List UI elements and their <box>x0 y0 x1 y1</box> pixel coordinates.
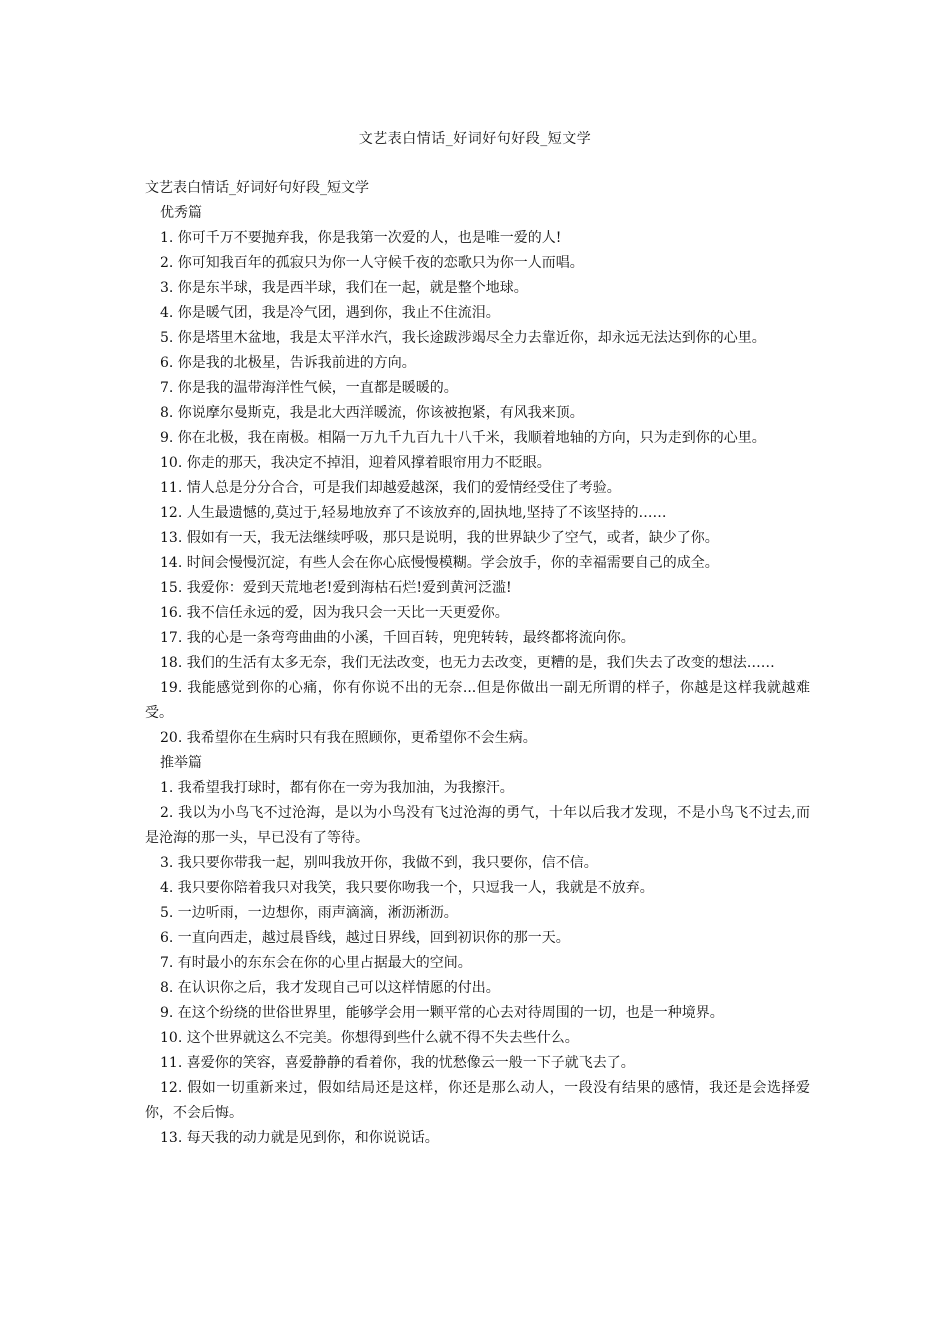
list-item: 7. 有时最小的东东会在你的心里占据最大的空间。 <box>160 955 472 971</box>
list-item: 13. 假如有一天，我无法继续呼吸，那只是说明，我的世界缺少了空气，或者，缺少了你。 <box>160 530 719 546</box>
list-item: 8. 你说摩尔曼斯克，我是北大西洋暖流，你该被抱紧，有风我来顶。 <box>160 405 584 421</box>
page-title: 文艺表白情话_好词好句好段_短文学 <box>358 131 592 147</box>
list-item: 5. 一边听雨，一边想你，雨声滴滴，淅沥淅沥。 <box>160 905 458 921</box>
list-item: 13. 每天我的动力就是见到你，和你说说话。 <box>160 1130 439 1146</box>
list-item: 3. 你是东半球，我是西半球，我们在一起，就是整个地球。 <box>160 280 528 296</box>
list-item: 12. 人生最遗憾的,莫过于,轻易地放弃了不该放弃的,固执地,坚持了不该坚持的…… <box>160 505 667 521</box>
list-item: 2. 我以为小鸟飞不过沧海，是以为小鸟没有飞过沧海的勇气，十年以后我才发现，不是小鸟飞不过去,而是沧海的那一头，早已没有了等待。 <box>145 805 810 846</box>
list-item: 5. 你是塔里木盆地，我是太平洋水汽，我长途跋涉竭尽全力去靠近你，却永远无法达到你的心里。 <box>160 330 766 346</box>
list-item: 19. 我能感觉到你的心痛，你有你说不出的无奈...但是你做出一副无所谓的样子，你越是这样我就越难受。 <box>145 680 810 721</box>
section-heading: 优秀篇 <box>160 205 202 221</box>
list-item: 4. 你是暖气团，我是冷气团，遇到你，我止不住流泪。 <box>160 305 500 321</box>
list-item: 1. 你可千万不要抛弃我，你是我第一次爱的人，也是唯一爱的人! <box>160 230 562 246</box>
list-item: 1. 我希望我打球时，都有你在一旁为我加油，为我擦汗。 <box>160 780 514 796</box>
list-item: 6. 一直向西走，越过晨昏线，越过日界线，回到初识你的那一天。 <box>160 930 570 946</box>
list-item: 17. 我的心是一条弯弯曲曲的小溪，千回百转，兜兜转转，最终都将流向你。 <box>160 630 635 646</box>
list-item: 3. 我只要你带我一起，别叫我放开你，我做不到，我只要你，信不信。 <box>160 855 598 871</box>
list-item: 7. 你是我的温带海洋性气候，一直都是暖暖的。 <box>160 380 458 396</box>
list-item: 18. 我们的生活有太多无奈，我们无法改变，也无力去改变，更糟的是，我们失去了改变的想法…… <box>160 655 775 671</box>
list-item: 9. 你在北极，我在南极。相隔一万九千九百九十八千米，我顺着地轴的方向，只为走到你的心里。 <box>160 430 766 446</box>
list-item: 11. 情人总是分分合合，可是我们却越爱越深，我们的爱情经受住了考验。 <box>160 480 621 496</box>
article-subtitle: 文艺表白情话_好词好句好段_短文学 <box>145 180 369 196</box>
list-item: 15. 我爱你：爱到天荒地老!爱到海枯石烂!爱到黄河泛滥! <box>160 580 512 596</box>
list-item: 8. 在认识你之后，我才发现自己可以这样情愿的付出。 <box>160 980 500 996</box>
list-item: 10. 这个世界就这么不完美。你想得到些什么就不得不失去些什么。 <box>160 1030 579 1046</box>
list-item: 16. 我不信任永远的爱，因为我只会一天比一天更爱你。 <box>160 605 509 621</box>
list-item: 9. 在这个纷绕的世俗世界里，能够学会用一颗平常的心去对待周围的一切，也是一种境界。 <box>160 1005 724 1021</box>
list-item: 11. 喜爱你的笑容，喜爱静静的看着你，我的忧愁像云一般一下子就飞去了。 <box>160 1055 635 1071</box>
list-item: 12. 假如一切重新来过，假如结局还是这样，你还是那么动人，一段没有结果的感情，我还是会选择爱你，不会后悔。 <box>145 1080 810 1121</box>
list-item: 6. 你是我的北极星，告诉我前进的方向。 <box>160 355 416 371</box>
list-item: 14. 时间会慢慢沉淀，有些人会在你心底慢慢模糊。学会放手，你的幸福需要自己的成全。 <box>160 555 719 571</box>
section-heading: 推举篇 <box>160 755 202 771</box>
list-item: 20. 我希望你在生病时只有我在照顾你，更希望你不会生病。 <box>160 730 537 746</box>
list-item: 10. 你走的那天，我决定不掉泪，迎着风撑着眼帘用力不眨眼。 <box>160 455 551 471</box>
list-item: 4. 我只要你陪着我只对我笑，我只要你吻我一个，只逗我一人，我就是不放弃。 <box>160 880 654 896</box>
sections-container <box>145 201 810 1151</box>
list-item: 2. 你可知我百年的孤寂只为你一人守候千夜的恋歌只为你一人而唱。 <box>160 255 584 271</box>
article-body <box>145 176 810 1151</box>
